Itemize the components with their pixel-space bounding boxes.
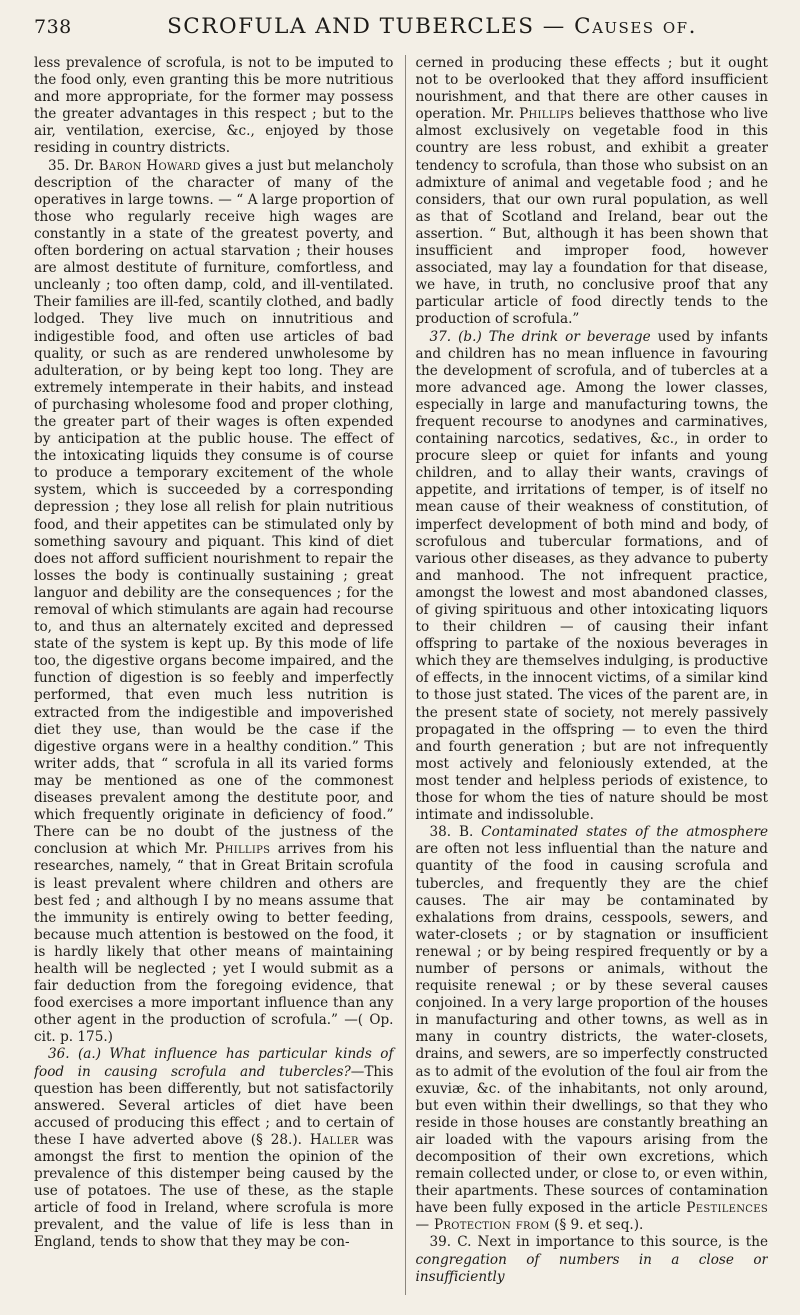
section-heading: 37. (b.) The drink or beverage: [429, 328, 651, 345]
right-column: [405, 55, 769, 1295]
paragraph-text: are often not less influential than the nature and quantity of the food in causing scrofula and tubercles, and frequently they are the chief causes. The air may be contaminated by exhalations from drains, cesspools, sewers, and water-closets ; or by stagnation or insufficient renewal ; or by being respired frequently or by a number of persons or animals, without the requisite renewal ; or by these several causes conjoined. In a very large proportion of the houses in manufacturing and other towns, as well as in many in country districts, the water-closets, drains, and sewers, are so imperfectly constructed as to admit of the evolution of the foul air from the exuviæ, &c. of the inhabitants, not only around, but even within their dwellings, so that they who reside in those houses are constantly breathing an air loaded with the vapours arising from the decomposition of their own excretions, which remain collected under, or close to, or even within, their apartments. These sources of contamination have been fully exposed in the article: [415, 841, 768, 1217]
page-number: 738: [34, 16, 72, 38]
paragraph-text: believes thatthose who live almost exclusively on vegetable food in this country are less robust, and exhibit a greater tendency to scrofula, than those who subsist on an admixture of animal and vegetable food ; and he considers, that our own rural population, as well as that of Scotland and Ireland, bear out the assertion. “ But, although it has been shown that insufficient and improper food, however associated, may lay a foundation for that disease, we have, in truth, no conclusive proof that any particular article of food directly tends to the production of scrofula.”: [415, 106, 768, 328]
paragraph-text: gives a just but melancholy description of the character of many of the operatives in large towns. — “ A large proportion of those who regularly receive high wages are constantly in a state of the greatest poverty, and often bordering on actual starvation ; their houses are almost destitute of furniture, comfortless, and uncleanly ; too often damp, cold, and ill-ventilated. Their families are ill-fed, scantily clothed, and badly lodged. They live much on innutritious and indigestible food, and often use articles of bad quality, or such as are rendered unwholesome by adulteration, or by being kept too long. They are extremely intemperate in their habits, and instead of purchasing wholesome food and proper clothing, the greater part of their wages is often expended by anticipation at the public house. The effect of the intoxicating liquids they consume is of course to produce a temporary excitement of the whole system, which is succeeded by a corresponding depression ; they lose all relish for plain nutritious food, and their appetites can be stimulated only by something savoury and piquant. This kind of diet does not afford sufficient nourishment to repair the losses the body is continually sustaining ; great languor and debility are the consequences ; for the removal of which stimulants are again had recourse to, and thus an alternately excited and depressed state of the system is kept up. By this mode of life too, the digestive organs become impaired, and the function of digestion is so feebly and imperfectly performed, that even much less nutrition is extracted from the indigestible and impoverished diet they use, than would be the case if the digestive organs were in a healthy condition.” This writer adds, that “ scrofula in all its varied forms may be mentioned as one of the commonest diseases prevalent among the destitute poor, and which frequently originate in deficiency of food.” There can be no doubt of the justness of the conclusion at which Mr.: [34, 157, 394, 858]
paragraph-37: [416, 329, 769, 825]
paragraph-text: Next in importance to this source, is the: [477, 1234, 768, 1251]
paragraph-text: —This question has been differently, but not satisfactorily answered. Several articles of diet have been accused of producing this effect ; and to certain of these I have adverted above (§ 28.).: [34, 1063, 394, 1148]
page-header: [34, 14, 770, 44]
paragraph: [416, 55, 769, 329]
section-number: 35. Dr.: [48, 157, 95, 174]
reference-section: (§ 9. et seq.).: [554, 1217, 644, 1234]
section-heading: 36. (a.) What influence has particular kinds of food in causing scrofula and tubercles?: [34, 1046, 394, 1080]
paragraph-text: less prevalence of scrofula, is not to be imputed to the food only, even granting this be more nutritious and more appropriate, for the former may possess the greater advantages in this respect ; but to the air, ventilation, exercise, &c., enjoyed by those residing in country districts.: [34, 55, 394, 157]
paragraph: [34, 55, 394, 158]
paragraph-36: [34, 1046, 394, 1251]
article-reference: Pestilences — Protection from: [415, 1200, 768, 1234]
section-heading: Contaminated states of the atmosphere: [481, 824, 768, 841]
author-name: Phillips: [519, 106, 575, 123]
section-heading: congregation of numbers in a close or insufficiently: [415, 1251, 768, 1285]
left-column: [34, 55, 405, 1295]
author-name: Phillips: [215, 841, 271, 858]
paragraph-text: was amongst the first to mention the opinion of the prevalence of this distemper being caused by the use of potatoes. The use of these, as the staple article of food in Ireland, where scrofula is more prevalent, and the value of life is less than in England, tends to show that they may be con-: [34, 1131, 394, 1251]
paragraph-text: arrives from his researches, namely, “ that in Great Britain scrofula is least prevalent where children and others are best fed ; and although I by no means assume that the immunity is entirely owing to better feeding, because much attention is bestowed on the food, it is hardly likely that other means of maintaining health will be neglected ; yet I would submit as a fair deduction from the foregoing evidence, that food exercises a more important influence than any other agent in the production of scrofula.” —( Op. cit. p. 175.): [34, 841, 394, 1046]
paragraph-text: used by infants and children has no mean influence in favouring the development of scrofula, and of tubercles at a more advanced age. Among the lower classes, especially in large and manufacturing towns, the frequent recourse to anodynes and carminatives, containing narcotics, sedatives, &c., in order to procure sleep or quiet for infants and young children, and to allay their wants, cravings of appetite, and irritations of temper, is of itself no mean cause of their weakness of constitution, of imperfect development of both mind and body, of scrofulous and tubercular formations, and of various other diseases, as they advance to puberty and manhood. The not infrequent practice, amongst the lowest and most abandoned classes, of giving spirituous and other intoxicating liquors to their children — of causing their infant offspring to partake of the noxious beverages in which they are themselves indulging, is productive of effects, in the innocent victims, of a similar kind to those just stated. The vices of the parent are, in the present state of society, not merely passively propagated in the offspring — to even the third and fourth generation ; but are not infrequently most actively and feloniously extended, at the most tender and helpless periods of existence, to those for whom the ties of nature should be most intimate and indissoluble.: [415, 328, 768, 824]
author-name: Haller: [309, 1131, 359, 1148]
running-title: SCROFULA AND TUBERCLES — Causes of.: [167, 14, 697, 39]
author-name: Baron Howard: [98, 157, 201, 174]
paragraph-38: [416, 824, 769, 1234]
text-columns: [34, 55, 768, 1295]
paragraph-39: [416, 1234, 769, 1285]
paragraph-35: [34, 158, 394, 1047]
section-number: 39. C.: [429, 1234, 472, 1251]
paragraph-text: cerned in producing these effects ; but it ought not to be overlooked that they afford insufficient nourishment, and that there are other causes in operation. Mr.: [415, 55, 768, 123]
section-number: 38. B.: [429, 824, 474, 841]
